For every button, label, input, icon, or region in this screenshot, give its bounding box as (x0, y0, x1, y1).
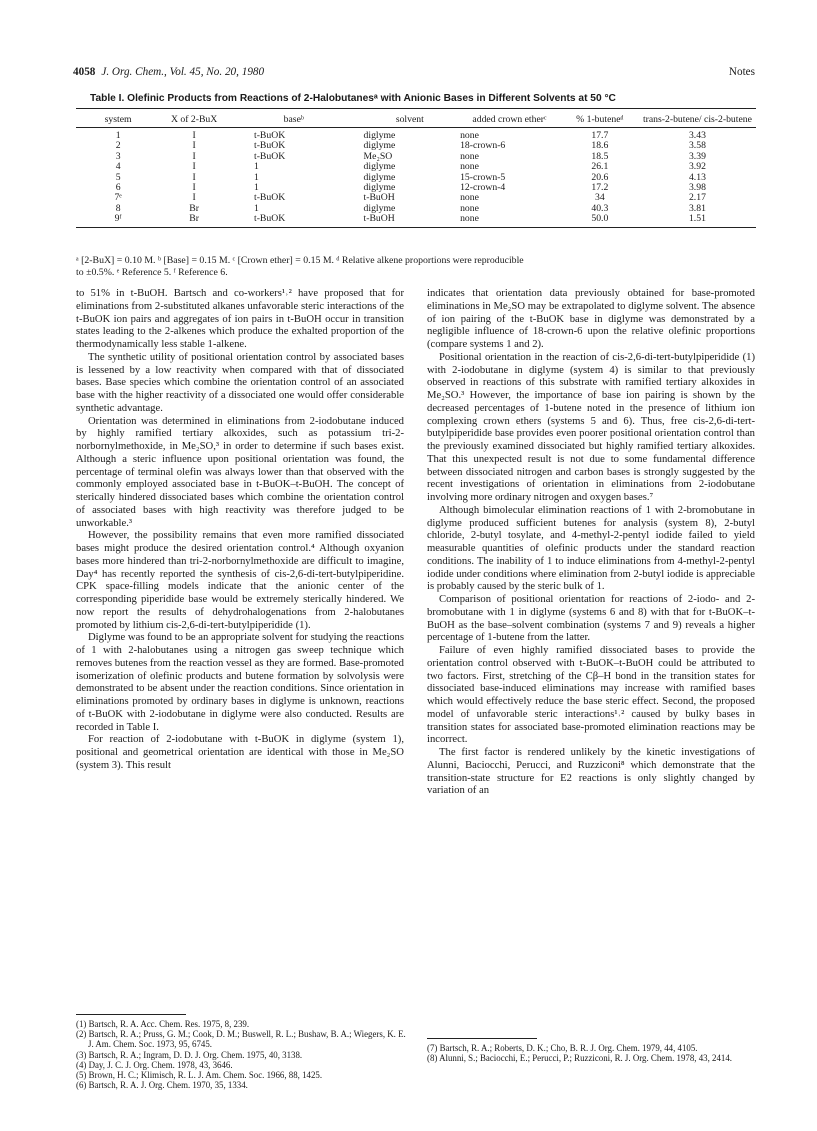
table-cell-crown: 15-crown-5 (460, 171, 506, 183)
table-cell-x: I (192, 192, 196, 204)
table-cell-base: t-BuOK (254, 150, 286, 162)
header-left (73, 66, 264, 78)
table-cell-crown: none (460, 130, 479, 141)
references-left (76, 1014, 406, 1090)
table-row (76, 141, 756, 151)
table-cell-system: 7ᵉ (114, 192, 122, 204)
table-cell-x: I (192, 150, 196, 162)
reference-item: (7) Bartsch, R. A.; Roberts, D. K.; Cho, B. R. J. Org. Chem. 1979, 44, 4105. (427, 1043, 698, 1053)
table-cell-ratio: 1.51 (639, 214, 756, 227)
table-footnote-line: to ±0.5%. ᵉ Reference 5. ᶠ Reference 6. (76, 266, 228, 278)
table-cell-butene: 26.1 (591, 161, 609, 173)
paragraph: Comparison of positional orientation for reactions of 2-iodo- and 2-bromobutane with 1 in diglyme (systems 6 and 8) with that for t-BuOK–t-BuOH as the base–solvent combination (systems 7 and 9) reveals a higher percentage of 1-butene from the latter. (427, 594, 755, 644)
table-cell-ratio: 3.43 (688, 130, 706, 141)
table-cell-solvent: t-BuOH (362, 214, 459, 227)
table-caption: Table I. Olefinic Products from Reactions of 2-Halobutanesᵃ with Anionic Bases in Different Solvents at 50 °C (90, 93, 616, 104)
table-cell-crown: none (460, 161, 479, 173)
table-footnotes (76, 255, 766, 278)
table-row (76, 162, 756, 172)
paragraph: Positional orientation in the reaction of cis-2,6-di-tert-butylpiperidide (1) with 2-iodobutane in diglyme (system 4) is similar to that previously observed in reactions of this substrate with ramified tertiary alkoxides in Me₂SO.³ However, the importance of base ion pairing is shown by the decreased percentages of 1-butene noted in the presence of lithium ion complexing crown ethers (systems 5 and 6). Thus, free cis-2,6-di-tert-butylpiperidide base provides even poorer positional orientation control than the previously examined dissociated but highly ramified tertiary alkoxides. That this unexpected result is not due to some fundamental difference between dissociated nitrogen and carbon bases is strongly suggested by the recent investigations of orientation in eliminations from 2-iodobutane involving more ordinary nitrogen and oxygen bases.⁷ (427, 351, 755, 503)
footnote-rule (76, 1014, 186, 1015)
table-cell-base: 1 (254, 161, 259, 173)
table-cell-solvent: t-BuOH (363, 192, 395, 204)
table-cell-system: 9ᶠ (76, 214, 160, 227)
table-row (76, 193, 756, 203)
table-cell-base: 1 (254, 182, 259, 194)
paragraph: Failure of even highly ramified dissociated bases to provide the orientation control observed with t-BuOK–t-BuOH could be attributed to two factors. First, stretching of the Cβ–H bond in the transition states for dissociated base-induced eliminations may increase with ramified bases which would effectively reduce the base steric effect. Second, the proposed model of unfavorable steric interactions¹˒² caused by bulky bases in transition states for associated base-promoted elimination reactions may be incorrect. (427, 645, 755, 746)
col-header-crown: added crown etherᶜ (458, 114, 561, 128)
table-cell-x: I (192, 130, 196, 141)
table-cell-ratio: 3.81 (688, 202, 706, 214)
table-cell-solvent: diglyme (363, 202, 396, 214)
table-cell-x: I (192, 171, 196, 183)
table-cell-base: 1 (254, 202, 259, 214)
table-cell-butene: 34 (594, 192, 605, 204)
paragraph: The synthetic utility of positional orientation control by associated bases is lessened by a low reactivity when compared with that of dissociated bases. Base species which combine the orientation control of an associated base with the higher reactivity of a dissociated one would offer considerable synthetic advantage. (76, 351, 404, 414)
table-cell-solvent: diglyme (363, 140, 396, 152)
reference-item: (5) Brown, H. C.; Klimisch, R. L. J. Am. Chem. Soc. 1966, 88, 1425. (76, 1070, 323, 1081)
table-cell-system: 8 (115, 202, 121, 214)
table-row (76, 204, 756, 214)
table-row (76, 183, 756, 193)
table-cell-butene: 18.5 (591, 150, 609, 162)
reference-list (427, 1043, 757, 1063)
table-body (76, 128, 756, 228)
journal-citation: J. Org. Chem., Vol. 45, No. 20, 1980 (101, 66, 265, 78)
page-header (73, 66, 755, 82)
table-row (76, 214, 756, 227)
table-cell-system: 5 (115, 171, 121, 183)
table-cell-butene: 17.7 (591, 130, 609, 141)
table-cell-base: t-BuOK (228, 214, 362, 227)
references-right (427, 1038, 757, 1063)
page-number: 4058 (73, 66, 96, 78)
table-cell-base: t-BuOK (254, 130, 286, 141)
table-cell-system: 2 (115, 140, 121, 152)
table-row (76, 152, 756, 162)
paragraph: Although bimolecular elimination reactions of 1 with 2-bromobutane in diglyme produced sufficient butenes for analysis (system 8), 2-butyl chloride, 2-butyl tosylate, and 4-methyl-2-pentyl iodide failed to yield measurable quantities of olefinic products under the standard reaction conditions. The inability of 1 to induce eliminations from 4-methyl-2-pentyl iodide under conditions where elimination from 2-butyl iodide is appreciable is probably caused by the steric bulk of 1. (427, 504, 755, 593)
table-cell-solvent: diglyme (363, 182, 396, 194)
table-cell-system: 6 (115, 182, 121, 194)
paragraph: to 51% in t-BuOH. Bartsch and co-workers¹˒² have proposed that for eliminations from 2-substituted alkanes unfavorable steric interactions of the t-BuOK ion pairs and aggregates of ion pairs in t-BuOH occur in transition states leading to the 2-alkenes which produce the exhalted proportion of the thermodynamically less stable 1-alkene. (76, 288, 404, 350)
table-cell-crown: none (460, 202, 479, 214)
paragraph: The first factor is rendered unlikely by the kinetic investigations of Alunni, Baciocchi, Perucci, and Ruzziconi⁸ which demonstrate that the transition-state structure for E2 reactions is only slightly changed by variation of an (427, 747, 755, 797)
table-cell-crown: none (460, 192, 479, 204)
table-cell-solvent: diglyme (363, 130, 396, 141)
reference-item: (2) Bartsch, R. A.; Pruss, G. M.; Cook, D. M.; Buswell, R. L.; Bushaw, B. A.; Wiegers, K. E. J. Am. Chem. Soc. 1973, 95, 6745. (76, 1029, 406, 1050)
table-cell-x: I (192, 140, 196, 152)
table-cell-ratio: 3.98 (688, 182, 706, 194)
table-cell-crown: 12-crown-4 (460, 182, 506, 194)
reference-item: (3) Bartsch, R. A.; Ingram, D. D. J. Org. Chem. 1975, 40, 3138. (76, 1049, 303, 1060)
reference-item: (6) Bartsch, R. A. J. Org. Chem. 1970, 35, 1334. (76, 1080, 248, 1091)
table-cell-butene: 20.6 (591, 171, 609, 183)
col-header-base: baseᵇ (228, 114, 362, 128)
table-cell-butene: 17.2 (591, 182, 609, 194)
table-footnote-line: ᵃ [2-BuX] = 0.10 M. ᵇ [Base] = 0.15 M. ᶜ [Crown ether] = 0.15 M. ᵈ Relative alkene proportions were reproducible (76, 255, 524, 266)
paragraph: Diglyme was found to be an appropriate solvent for studying the reactions of 1 with 2-halobutanes using a nitrogen gas sweep technique which removes butenes from the reaction vessel as they are formed. Base-promoted isomerization of olefinic products and butene formation by solvolysis were demonstrated to be absent under the reaction conditions. Since orientation in eliminations promoted by ordinary bases in diglyme is unknown, reactions of t-BuOK with 2-iodobutane in diglyme were also conducted. Results are recorded in Table I. (76, 632, 404, 733)
col-header-solvent: solvent (362, 114, 459, 128)
table-cell-crown: 18-crown-6 (460, 140, 506, 152)
col-header-ratio: trans-2-butene/ cis-2-butene (639, 114, 756, 128)
table-cell-butene: 18.6 (591, 140, 609, 152)
right-column-text (427, 288, 755, 798)
table-cell-ratio: 3.58 (688, 140, 706, 152)
table-cell-system: 3 (115, 150, 121, 162)
paragraph: For reaction of 2-iodobutane with t-BuOK in diglyme (system 1), positional and geometrical orientation are identical with those in Me₂SO (system 3). This result (76, 734, 404, 771)
table-cell-x: I (192, 161, 196, 173)
col-header-x: X of 2-BuX (160, 114, 228, 128)
table-cell-base: t-BuOK (254, 140, 286, 152)
table-cell-system: 1 (115, 130, 121, 141)
paragraph: Orientation was determined in eliminations from 2-iodobutane induced by highly ramified tertiary alkoxides, such as potassium tri-2-norbornylmethoxide, in Me₂SO,³ in order to determine if such bases exist. Although a steric influence upon positional orientation was found, the percentage of terminal olefin was always lower than that observed with the commonly employed associated base in t-BuOK–t-BuOH. The concept of sterically hindered dissociated bases which combine the orientation control of associated bases with high reactivity was therefore judged to be unworkable.³ (76, 415, 404, 529)
table-cell-system: 4 (115, 161, 121, 173)
table-cell-ratio: 3.39 (688, 150, 706, 162)
table-cell-base: 1 (254, 171, 259, 183)
table-cell-solvent: diglyme (363, 171, 396, 183)
paragraph: However, the possibility remains that even more ramified dissociated bases might produce the desired orientation control.⁴ Although oxyanion bases more hindered than tri-2-norbornylmethoxide are difficult to imagine, Day⁴ has recently reported the synthesis of cis-2,6-di-tert-butylpiperidine. CPK space-filling models indicate that the anionic center of the corresponding piperidide base would be extremely sterically hindered. We now report the results of dehydrohalogenations from 2-halobutanes promoted by lithium cis-2,6-di-tert-butylpiperidide (1). (76, 530, 404, 631)
reference-item: (4) Day, J. C. J. Org. Chem. 1978, 43, 3646. (76, 1059, 233, 1070)
reference-list (76, 1019, 406, 1090)
table-cell-x: I (192, 182, 196, 194)
table-cell-ratio: 4.13 (688, 171, 706, 183)
table-cell-x: Br (160, 214, 228, 227)
footnote-rule (427, 1038, 537, 1039)
left-column-text (76, 288, 404, 773)
table-cell-solvent: diglyme (363, 161, 396, 173)
table-cell-x: Br (189, 202, 199, 214)
table-cell-base: t-BuOK (254, 192, 286, 204)
section-label: Notes (728, 66, 755, 78)
table-cell-butene: 50.0 (561, 214, 639, 227)
reference-item: (1) Bartsch, R. A. Acc. Chem. Res. 1975, 8, 239. (76, 1019, 250, 1029)
table-cell-ratio: 3.92 (688, 161, 706, 173)
col-header-butene: % 1-buteneᵈ (561, 114, 639, 128)
table-cell-ratio: 2.17 (688, 192, 706, 204)
reference-item: (8) Alunni, S.; Baciocchi, E.; Perucci, P.; Ruzziconi, R. J. Org. Chem. 1978, 43, 2414. (427, 1053, 733, 1064)
table-cell-crown: none (458, 214, 561, 227)
table-cell-crown: none (460, 150, 479, 162)
results-table (76, 108, 756, 228)
table-cell-solvent: Me₂SO (363, 150, 393, 162)
paragraph: indicates that orientation data previously obtained for base-promoted eliminations in Me₂SO may be extrapolated to diglyme solvent. The absence of ion pairing of the t-BuOK base in diglyme was demonstrated by a negligible influence of 18-crown-6 upon the relative olefinic proportions (compare systems 1 and 2). (427, 288, 755, 350)
table-cell-butene: 40.3 (591, 202, 609, 214)
table-row (76, 128, 756, 142)
col-header-system-label: system (76, 114, 160, 128)
table-row (76, 173, 756, 183)
